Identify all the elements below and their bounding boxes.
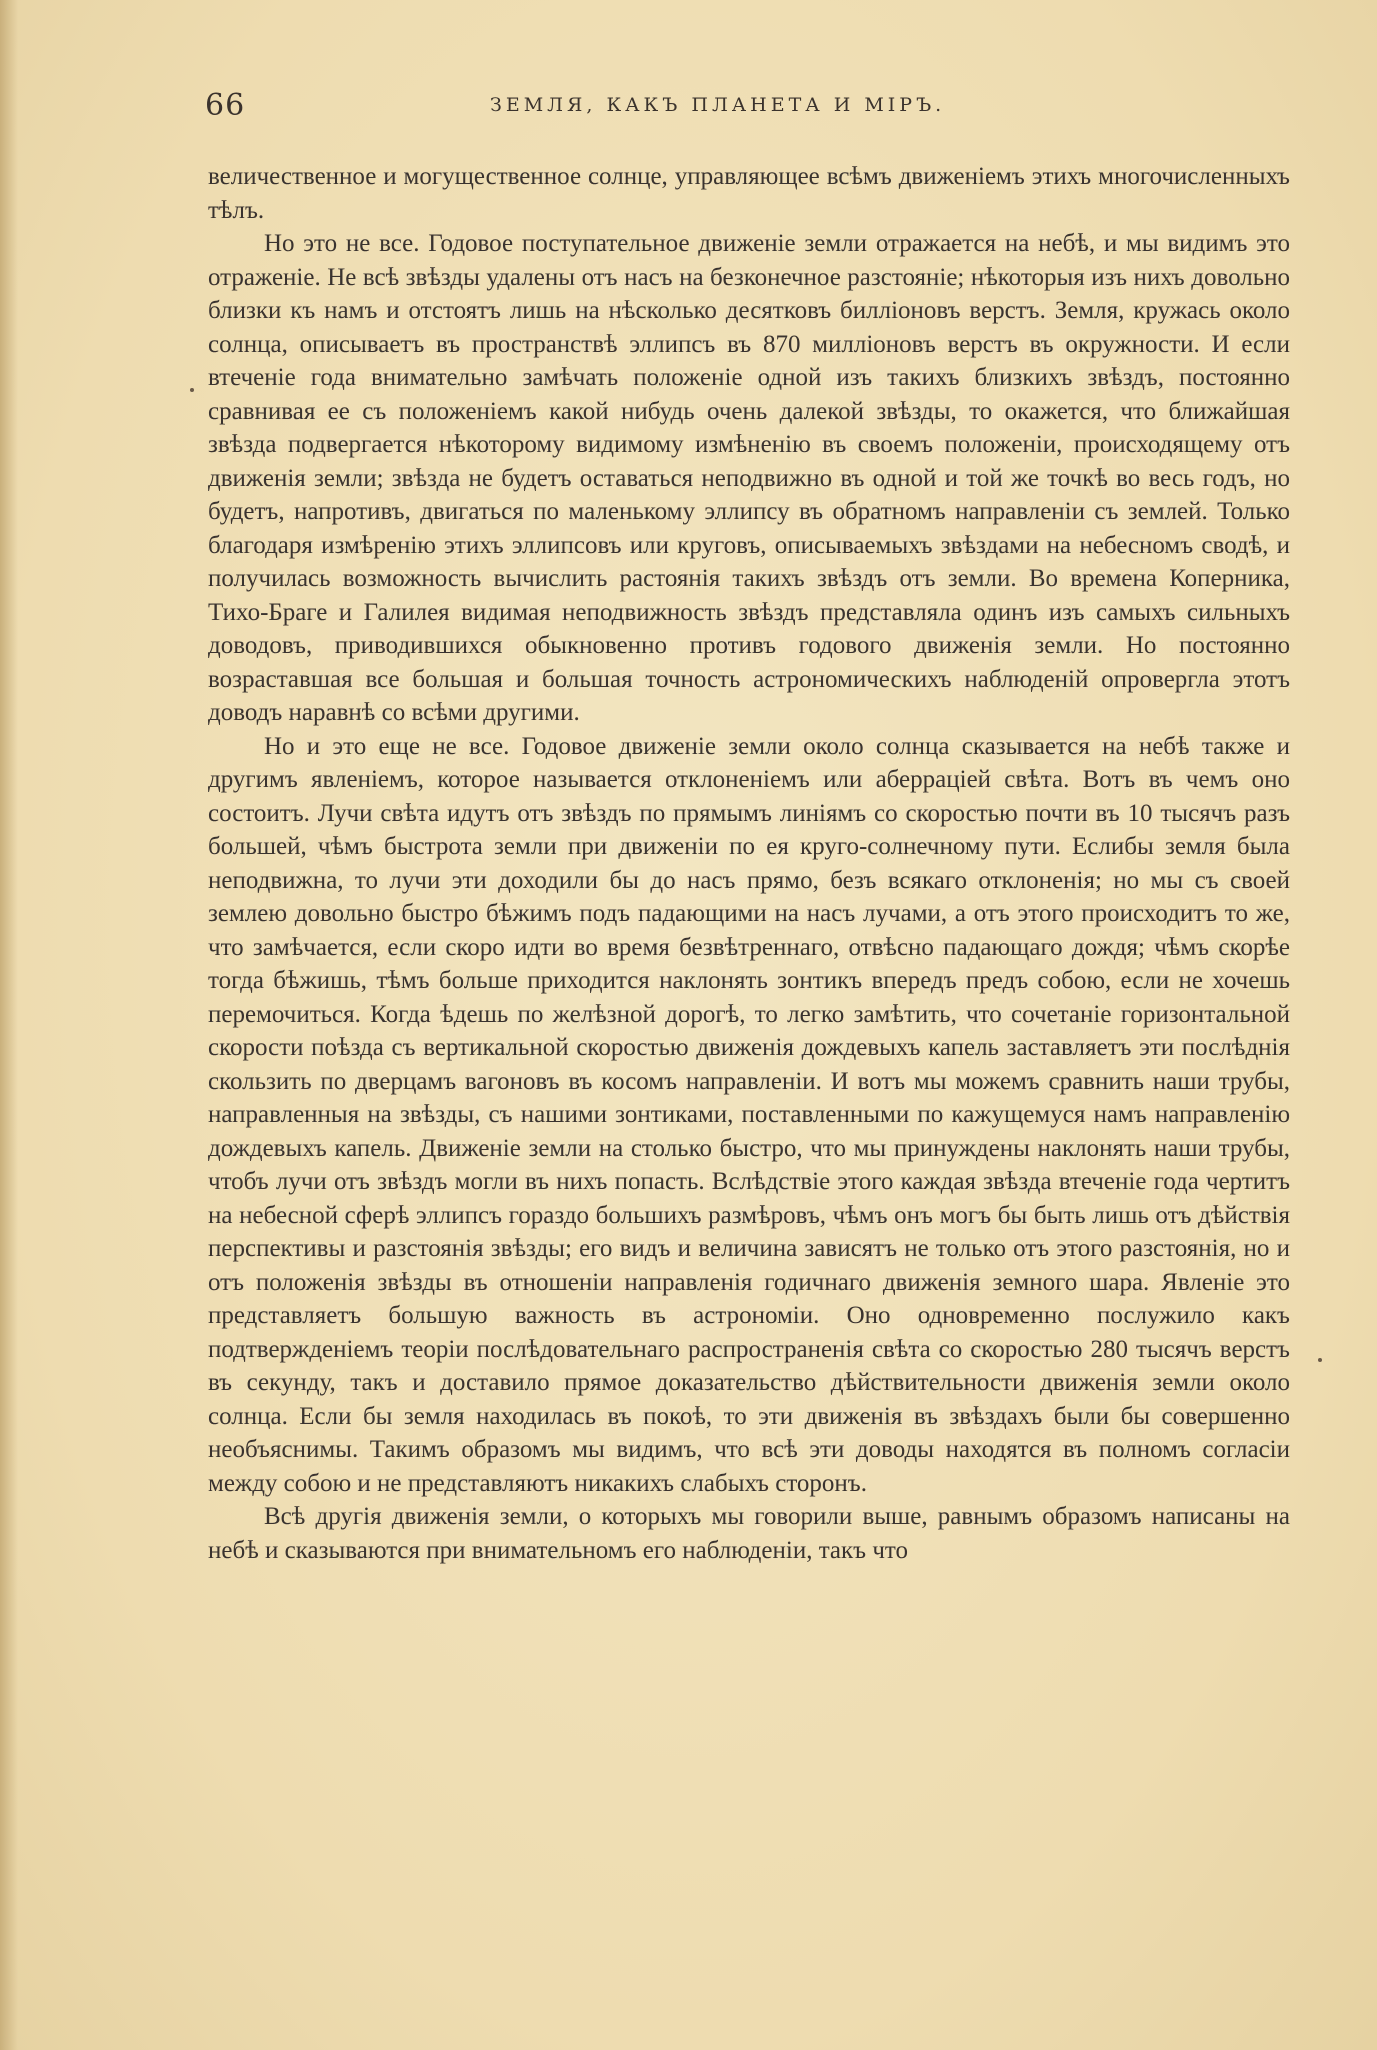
paragraph-continued: величественное и могущественное солнце, управляющее всѣмъ движеніемъ этихъ многочисленныхъ тѣлъ. xyxy=(208,163,1290,224)
page-edge-shadow xyxy=(0,0,18,2050)
paragraph: Всѣ другія движенія земли, о которыхъ мы говорили выше, равнымъ образомъ написаны на небѣ и сказываются при внимательномъ его наблюденіи, такъ что xyxy=(208,1503,1290,1564)
page-header xyxy=(205,88,1287,128)
running-title: ЗЕМЛЯ, КАКЪ ПЛАНЕТА И МІРЪ. xyxy=(490,94,946,116)
paper-speck xyxy=(1318,1358,1322,1362)
page-number: 66 xyxy=(205,88,246,123)
paragraph: Но это не все. Годовое поступательное движеніе земли отражается на небѣ, и мы видимъ это отраженіе. Не всѣ звѣзды удалены отъ насъ на безконечное разстояніе; нѣкоторыя изъ нихъ довольно близки къ намъ и отстоятъ лишь на нѣсколько десятковъ билліоновъ верстъ. Земля, кружась около солнца, описываетъ въ пространствѣ эллипсъ въ 870 милліоновъ верстъ въ окружности. И если втеченіе года внимательно замѣчать положеніе одной изъ такихъ близкихъ звѣздъ, постоянно сравнивая ее съ положеніемъ какой нибудь очень далекой звѣзды, то окажется, что ближайшая звѣзда подвергается нѣкоторому видимому измѣненію въ своемъ положеніи, происходящему отъ движенія земли; звѣзда не будетъ оставаться неподвижно въ одной и той же точкѣ во весь годъ, но будетъ, напротивъ, двигаться по маленькому эллипсу въ обратномъ направленіи съ землей. Только благодаря измѣренію этихъ эллипсовъ или круговъ, описываемыхъ звѣздами на небесномъ сводѣ, и получилась возможность вычислить растоянія такихъ звѣздъ отъ земли. Во времена Коперника, Тихо-Браге и Галилея видимая неподвижность звѣздъ представляла одинъ изъ самыхъ сильныхъ доводовъ, приводившихся обыкновенно противъ годового движенія земли. Но постоянно возраставшая все большая и большая точность астрономическихъ наблюденій опровергла этотъ доводъ наравнѣ со всѣми другими. xyxy=(208,230,1290,726)
paragraph: Но и это еще не все. Годовое движеніе земли около солнца сказывается на небѣ также и другимъ явленіемъ, которое называется отклоненіемъ или аберраціей свѣта. Вотъ въ чемъ оно состоитъ. Лучи свѣта идутъ отъ звѣздъ по прямымъ линіямъ со скоростью почти въ 10 тысячъ разъ большей, чѣмъ быстрота земли при движеніи по ея круго-солнечному пути. Еслибы земля была неподвижна, то лучи эти доходили бы до насъ прямо, безъ всякаго отклоненія; но мы съ своей землею довольно быстро бѣжимъ подъ падающими на насъ лучами, а отъ этого происходитъ то же, что замѣчается, если скоро идти во время безвѣтреннаго, отвѣсно падающаго дождя; чѣмъ скорѣе тогда бѣжишь, тѣмъ больше приходится наклонять зонтикъ впередъ предъ собою, если не хочешь перемочиться. Когда ѣдешь по желѣзной дорогѣ, то легко замѣтить, что сочетаніе горизонтальной скорости поѣзда съ вертикальной скоростью движенія дождевыхъ капель заставляетъ эти послѣднія скользить по дверцамъ вагоновъ въ косомъ направленіи. И вотъ мы можемъ сравнить наши трубы, направленныя на звѣзды, съ нашими зонтиками, поставленными по кажущемуся намъ направленію дождевыхъ капель. Движеніе земли на столько быстро, что мы принуждены наклонять наши трубы, чтобъ лучи отъ звѣздъ могли въ нихъ попасть. Вслѣдствіе этого каждая звѣзда втеченіе года чертитъ на небесной сферѣ эллипсъ гораздо большихъ размѣровъ, чѣмъ онъ могъ бы быть лишь отъ дѣйствія перспективы и разстоянія звѣзды; его видъ и величина зависятъ не только отъ этого разстоянія, но и отъ положенія звѣзды въ отношеніи направленія годичнаго движенія земного шара. Явленіе это представляетъ большую важность въ астрономіи. Оно одновременно послужило какъ подтвержденіемъ теоріи послѣдовательнаго распространенія свѣта со скоростью 280 тысячъ верстъ въ секунду, такъ и доставило прямое доказательство дѣйствительности движенія земли около солнца. Если бы земля находилась въ покоѣ, то эти движенія въ звѣздахъ были бы совершенно необъяснимы. Такимъ образомъ мы видимъ, что всѣ эти доводы находятся въ полномъ согласіи между собою и не представляютъ никакихъ слабыхъ сторонъ. xyxy=(208,732,1290,1497)
body-text xyxy=(208,160,1290,1567)
paper-speck xyxy=(190,388,194,392)
